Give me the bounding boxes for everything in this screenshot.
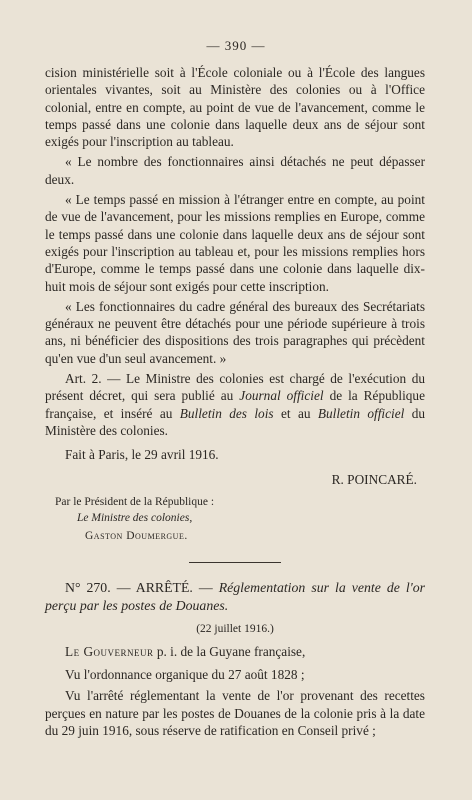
gouverneur-rest: p. i. de la Guyane française, xyxy=(153,643,306,659)
gouverneur-line xyxy=(45,643,425,660)
vu-arrete: Vu l'arrêté réglementant la vente de l'or provenant des recettes perçues en nature par les postes de Douanes de la colonie pris à la date du 29 juin 1916, sous réserve de ratification en Conseil privé ; xyxy=(45,688,425,739)
gouverneur-label: Le Gouverneur xyxy=(65,643,154,659)
article-2 xyxy=(45,370,425,439)
le-ministre-text: Le Ministre des colonies, xyxy=(77,511,193,524)
art2-text-c: et au xyxy=(273,405,318,421)
art2-text-d: du Ministère des colonies. xyxy=(45,405,425,438)
paragraph-detached-count: « Le nombre des fonctionnaires ainsi détachés ne peut dépasser deux. xyxy=(45,154,425,187)
journal-officiel-ref: Journal officiel xyxy=(239,388,324,404)
page-number: — 390 — xyxy=(206,38,266,53)
le-ministre xyxy=(45,510,425,526)
par-le-president: Par le Président de la République : xyxy=(55,495,215,508)
date-line: Fait à Paris, le 29 avril 1916. xyxy=(65,447,219,463)
paragraph-mission-time: « Le temps passé en mission à l'étranger entre en compte, au point de vue de l'avancement, pour les missions remplies en Europe, comme le temps passé dans une colonie dans laquelle deux ans de séjour sont exigés pour l'inscription au tableau et, pour les missions remplies hors d'Europe, comme le temps passé dans une colonie dans laquelle dix-huit mois de séjour sont exigés pour cette inscription. xyxy=(45,192,425,294)
signer-name: R. POINCARÉ. xyxy=(331,471,417,487)
bulletin-lois-ref: Bulletin des lois xyxy=(179,405,274,421)
bulletin-officiel-ref: Bulletin officiel xyxy=(317,405,405,421)
arrete-title: Réglementation sur la vente de l'or perçu par les postes de Douanes. xyxy=(45,579,425,613)
art2-text-b: de la République française, et inséré au xyxy=(45,388,425,421)
document-body xyxy=(45,64,425,739)
arrete-heading xyxy=(45,579,425,615)
arrete-date: (22 juillet 1916.) xyxy=(196,622,274,635)
arrete-number: N° 270. xyxy=(65,579,111,595)
vu-ordonnance: Vu l'ordonnance organique du 27 août 1828 ; xyxy=(65,667,305,683)
arrete-title-prefix: — ARRÊTÉ. — xyxy=(116,579,213,595)
section-divider xyxy=(189,562,281,563)
minister-name: Gaston Doumergue. xyxy=(85,529,188,542)
art2-text-a: Art. 2. — Le Ministre des colonies est chargé de l'exécution du présent décret, qui sera publié au xyxy=(45,371,425,404)
paragraph-continuation: cision ministérielle soit à l'École coloniale ou à l'École des langues orientales vivantes, soit au Ministère des colonies ou à l'Office colonial, entre en compte, au point de vue de l'avancement, comme le temps passé dans une colonie dans laquelle deux ans de séjour sont exigés pour l'inscription au tableau. xyxy=(45,65,425,150)
paragraph-secretariats: « Les fonctionnaires du cadre général des bureaux des Secrétariats généraux ne peuvent être détachés pour une période supérieure à trois ans, ni bénéficier des dispositions des trois paragraphes qui précèdent qu'en vue d'un seul avancement. » xyxy=(45,298,425,366)
